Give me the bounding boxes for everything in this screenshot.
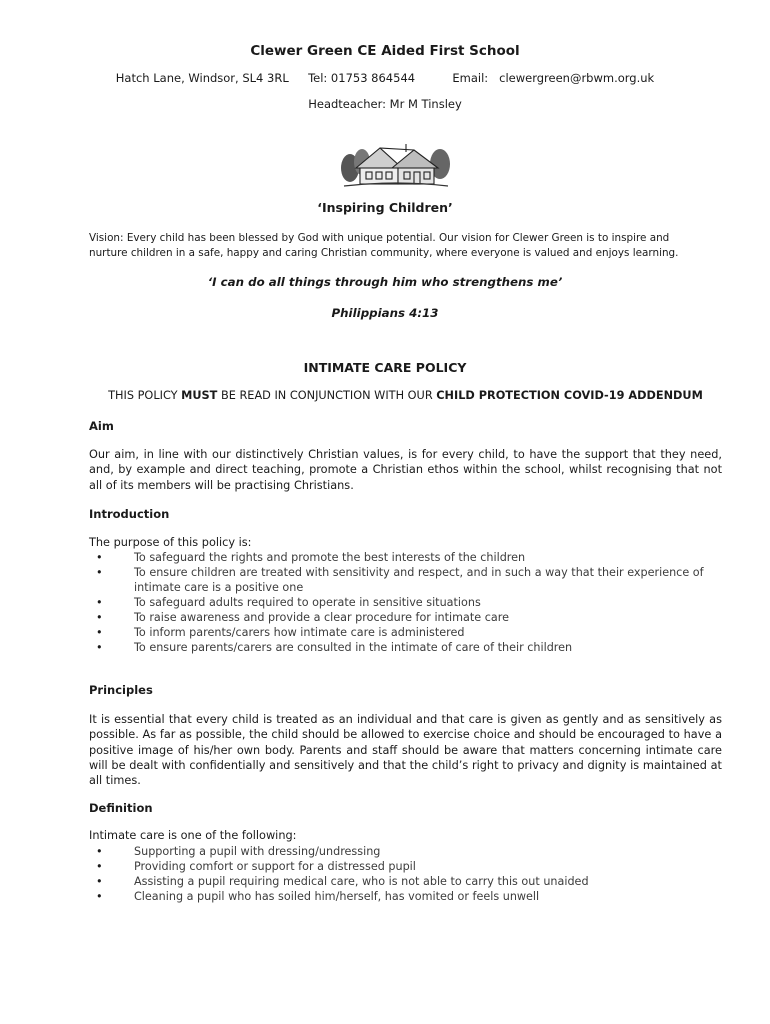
policy-notice: [89, 389, 722, 402]
notice-addendum: CHILD PROTECTION COVID-19 ADDENDUM: [436, 389, 703, 402]
aim-text: Our aim, in line with our distinctively Christian values, is for every child, to have the support that they need, and, by example and direct teaching, promote a Christian ethos within the school, whilst recognising that not all of its members will be practising Christians.: [89, 448, 722, 492]
school-name: Clewer Green CE Aided First School: [250, 43, 520, 59]
principles-heading: Principles: [89, 683, 153, 697]
definition-list: [89, 844, 729, 904]
contact-line: [0, 71, 770, 85]
vision-statement: Vision: Every child has been blessed by God with unique potential. Our vision for Clewer Green is to inspire and nurture children in a safe, happy and caring Christian community, where everyone is valued and enjoys learning.: [89, 232, 679, 259]
introduction-heading: Introduction: [89, 507, 170, 521]
school-address: Hatch Lane, Windsor, SL4 3RL: [115, 71, 289, 85]
list-item: • To ensure parents/carers are consulted in the intimate of care of their children: [96, 641, 573, 654]
list-item: • Supporting a pupil with dressing/undressing: [96, 845, 381, 858]
principles-text: It is essential that every child is treated as an individual and that care is given as gently and as sensitively as possible. As far as possible, the child should be allowed to exercise choice and should be encouraged to have a positive image of his/her own body. Parents and staff should be aware that matters concerning intimate care will be dealt with confidentially and sensitively and that the child’s right to privacy and dignity is maintained at all times.: [89, 713, 722, 788]
list-item: • To raise awareness and provide a clear procedure for intimate care: [96, 611, 509, 624]
list-item: • To safeguard the rights and promote the best interests of the children: [96, 551, 526, 564]
list-item: • Assisting a pupil requiring medical care, who is not able to carry this out unaided: [96, 875, 589, 888]
headteacher: Headteacher: Mr M Tinsley: [308, 97, 462, 111]
bible-verse: ‘I can do all things through him who strengthens me’: [207, 275, 563, 289]
notice-part-3: BE READ IN CONJUNCTION WITH OUR: [217, 389, 437, 402]
list-item: • To safeguard adults required to operate in sensitive situations: [96, 596, 481, 609]
notice-part-1: THIS POLICY: [108, 389, 182, 402]
definition-heading: Definition: [89, 801, 153, 815]
school-telephone: Tel: 01753 864544: [308, 71, 416, 85]
school-building-icon: [340, 138, 452, 190]
introduction-list: [89, 550, 729, 655]
notice-must: MUST: [181, 389, 218, 402]
introduction-lead: The purpose of this policy is:: [89, 536, 252, 549]
definition-lead: Intimate care is one of the following:: [89, 829, 297, 842]
school-motto: ‘Inspiring Children’: [317, 200, 453, 215]
list-item: • Providing comfort or support for a distressed pupil: [96, 860, 416, 873]
verse-reference: Philippians 4:13: [331, 306, 439, 320]
building: [356, 144, 438, 184]
school-email: Email: clewergreen@rbwm.org.uk: [452, 71, 655, 85]
list-item: • Cleaning a pupil who has soiled him/herself, has vomited or feels unwell: [96, 890, 540, 903]
list-item: • To ensure children are treated with sensitivity and respect, and in such a way that their experience of intimate care is a positive one: [96, 566, 704, 594]
aim-heading: Aim: [89, 419, 114, 433]
policy-title: INTIMATE CARE POLICY: [303, 360, 467, 375]
list-item: • To inform parents/carers how intimate care is administered: [96, 626, 465, 639]
